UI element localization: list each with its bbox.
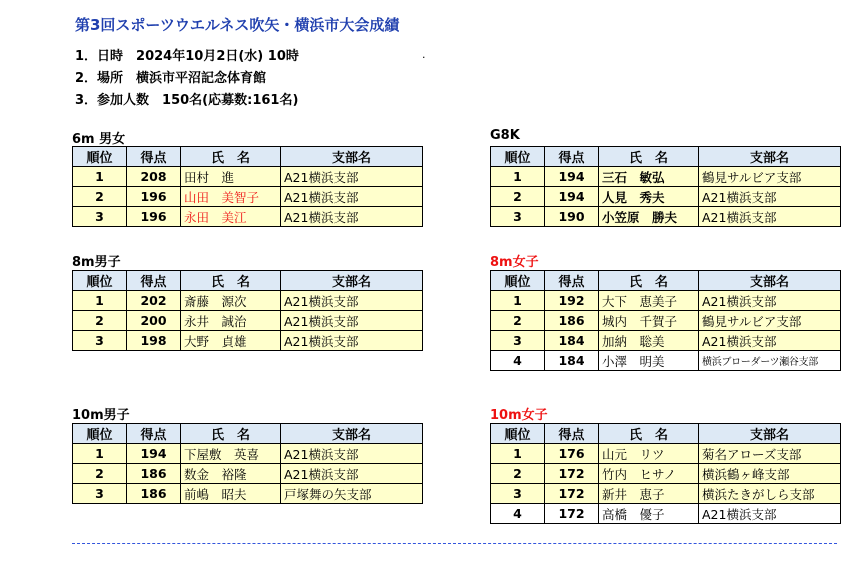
table-row (491, 187, 841, 207)
score-cell: 200 (127, 311, 181, 331)
results-table-g8k (490, 146, 841, 227)
table-header-row (491, 147, 841, 167)
rank-cell: 2 (491, 464, 545, 484)
rank-cell: 1 (491, 444, 545, 464)
branch-cell: A21横浜支部 (281, 331, 423, 351)
score-cell: 186 (127, 464, 181, 484)
name-cell: 大野 貞雄 (181, 331, 281, 351)
info-venue: 2．場所 横浜市平沼記念体育館 (75, 71, 267, 86)
results-table-8m-men (72, 270, 423, 351)
category-g8k: G8K (490, 128, 520, 143)
score-cell: 172 (545, 484, 599, 504)
category-8m-men: 8m男子 (72, 255, 121, 270)
header-rank: 順位 (491, 147, 545, 167)
header-rank: 順位 (73, 147, 127, 167)
score-cell: 184 (545, 351, 599, 371)
score-cell: 194 (127, 444, 181, 464)
header-branch: 支部名 (699, 271, 841, 291)
header-score: 得点 (545, 424, 599, 444)
branch-cell: 鶴見サルビア支部 (699, 167, 841, 187)
score-cell: 198 (127, 331, 181, 351)
score-cell: 196 (127, 207, 181, 227)
info-datetime: 1．日時 2024年10月2日(水) 10時 (75, 49, 299, 64)
rank-cell: 2 (491, 187, 545, 207)
name-cell: 加納 聡美 (599, 331, 699, 351)
bottom-divider (72, 543, 837, 544)
table-row (73, 291, 423, 311)
header-rank: 順位 (491, 424, 545, 444)
header-branch: 支部名 (699, 424, 841, 444)
rank-cell: 3 (73, 484, 127, 504)
header-score: 得点 (127, 147, 181, 167)
branch-cell: A21横浜支部 (281, 464, 423, 484)
header-name: 氏 名 (181, 424, 281, 444)
table-row (491, 504, 841, 524)
branch-cell: A21横浜支部 (699, 504, 841, 524)
table-row (73, 311, 423, 331)
score-cell: 186 (545, 311, 599, 331)
table-row (73, 167, 423, 187)
header-branch: 支部名 (281, 147, 423, 167)
branch-cell: 戸塚舞の矢支部 (281, 484, 423, 504)
page-title: 第3回スポーツウエルネス吹矢・横浜市大会成績 (75, 16, 400, 34)
score-cell: 194 (545, 187, 599, 207)
results-table-8m-women (490, 270, 841, 371)
table-row (73, 484, 423, 504)
score-cell: 176 (545, 444, 599, 464)
rank-cell: 3 (491, 331, 545, 351)
rank-cell: 4 (491, 504, 545, 524)
table-row (491, 207, 841, 227)
branch-cell: A21横浜支部 (281, 167, 423, 187)
table-row (491, 291, 841, 311)
rank-cell: 2 (491, 311, 545, 331)
category-6m-mixed: 6m 男女 (72, 132, 126, 147)
score-cell: 194 (545, 167, 599, 187)
table-row (73, 331, 423, 351)
table-row (491, 167, 841, 187)
name-cell: 大下 恵美子 (599, 291, 699, 311)
header-name: 氏 名 (599, 147, 699, 167)
table-row (73, 187, 423, 207)
branch-cell: 菊名アローズ支部 (699, 444, 841, 464)
rank-cell: 1 (491, 167, 545, 187)
name-cell: 山田 美智子 (181, 187, 281, 207)
table-header-row (73, 271, 423, 291)
header-score: 得点 (127, 271, 181, 291)
score-cell: 186 (127, 484, 181, 504)
table-row (73, 444, 423, 464)
branch-cell: 横浜たきがしら支部 (699, 484, 841, 504)
name-cell: 前嶋 昭夫 (181, 484, 281, 504)
table-row (491, 484, 841, 504)
branch-cell: A21横浜支部 (699, 187, 841, 207)
header-branch: 支部名 (699, 147, 841, 167)
category-10m-women: 10m女子 (490, 408, 548, 423)
header-rank: 順位 (491, 271, 545, 291)
stray-dot: . (422, 48, 426, 61)
name-cell: 三石 敏弘 (599, 167, 699, 187)
name-cell: 新井 恵子 (599, 484, 699, 504)
rank-cell: 3 (73, 207, 127, 227)
header-score: 得点 (127, 424, 181, 444)
name-cell: 城内 千賀子 (599, 311, 699, 331)
name-cell: 小澤 明美 (599, 351, 699, 371)
rank-cell: 1 (491, 291, 545, 311)
branch-cell: A21横浜支部 (281, 187, 423, 207)
name-cell: 下屋敷 英喜 (181, 444, 281, 464)
name-cell: 永田 美江 (181, 207, 281, 227)
branch-cell: A21横浜支部 (281, 444, 423, 464)
category-8m-women: 8m女子 (490, 255, 539, 270)
table-row (491, 444, 841, 464)
header-score: 得点 (545, 147, 599, 167)
rank-cell: 3 (73, 331, 127, 351)
score-cell: 192 (545, 291, 599, 311)
rank-cell: 1 (73, 167, 127, 187)
header-name: 氏 名 (599, 271, 699, 291)
table-row (491, 311, 841, 331)
header-rank: 順位 (73, 271, 127, 291)
name-cell: 山元 リツ (599, 444, 699, 464)
rank-cell: 2 (73, 311, 127, 331)
branch-cell: A21横浜支部 (699, 291, 841, 311)
rank-cell: 4 (491, 351, 545, 371)
name-cell: 高橋 優子 (599, 504, 699, 524)
table-header-row (491, 424, 841, 444)
name-cell: 永井 誠治 (181, 311, 281, 331)
name-cell: 竹内 ヒサノ (599, 464, 699, 484)
header-name: 氏 名 (599, 424, 699, 444)
category-10m-men: 10m男子 (72, 408, 130, 423)
table-header-row (73, 147, 423, 167)
score-cell: 196 (127, 187, 181, 207)
name-cell: 人見 秀夫 (599, 187, 699, 207)
rank-cell: 3 (491, 484, 545, 504)
rank-cell: 1 (73, 291, 127, 311)
table-row (73, 464, 423, 484)
header-name: 氏 名 (181, 147, 281, 167)
branch-cell: A21横浜支部 (699, 331, 841, 351)
table-header-row (73, 424, 423, 444)
header-branch: 支部名 (281, 271, 423, 291)
branch-cell: 横浜鶴ヶ峰支部 (699, 464, 841, 484)
score-cell: 184 (545, 331, 599, 351)
rank-cell: 2 (73, 187, 127, 207)
table-header-row (491, 271, 841, 291)
header-name: 氏 名 (181, 271, 281, 291)
rank-cell: 3 (491, 207, 545, 227)
table-row (491, 351, 841, 371)
score-cell: 202 (127, 291, 181, 311)
score-cell: 172 (545, 464, 599, 484)
table-row (491, 331, 841, 351)
name-cell: 田村 進 (181, 167, 281, 187)
results-table-10m-women (490, 423, 841, 524)
header-branch: 支部名 (281, 424, 423, 444)
branch-cell: 横浜ブローダーツ瀬谷支部 (699, 351, 841, 371)
branch-cell: A21横浜支部 (281, 311, 423, 331)
name-cell: 数金 裕隆 (181, 464, 281, 484)
branch-cell: A21横浜支部 (699, 207, 841, 227)
name-cell: 斎藤 源次 (181, 291, 281, 311)
header-rank: 順位 (73, 424, 127, 444)
rank-cell: 2 (73, 464, 127, 484)
info-participants: 3．参加人数 150名(応募数:161名) (75, 93, 299, 108)
table-row (491, 464, 841, 484)
score-cell: 172 (545, 504, 599, 524)
results-table-6m-mixed (72, 146, 423, 227)
branch-cell: 鶴見サルビア支部 (699, 311, 841, 331)
header-score: 得点 (545, 271, 599, 291)
table-row (73, 207, 423, 227)
score-cell: 208 (127, 167, 181, 187)
branch-cell: A21横浜支部 (281, 207, 423, 227)
name-cell: 小笠原 勝夫 (599, 207, 699, 227)
results-table-10m-men (72, 423, 423, 504)
branch-cell: A21横浜支部 (281, 291, 423, 311)
score-cell: 190 (545, 207, 599, 227)
rank-cell: 1 (73, 444, 127, 464)
